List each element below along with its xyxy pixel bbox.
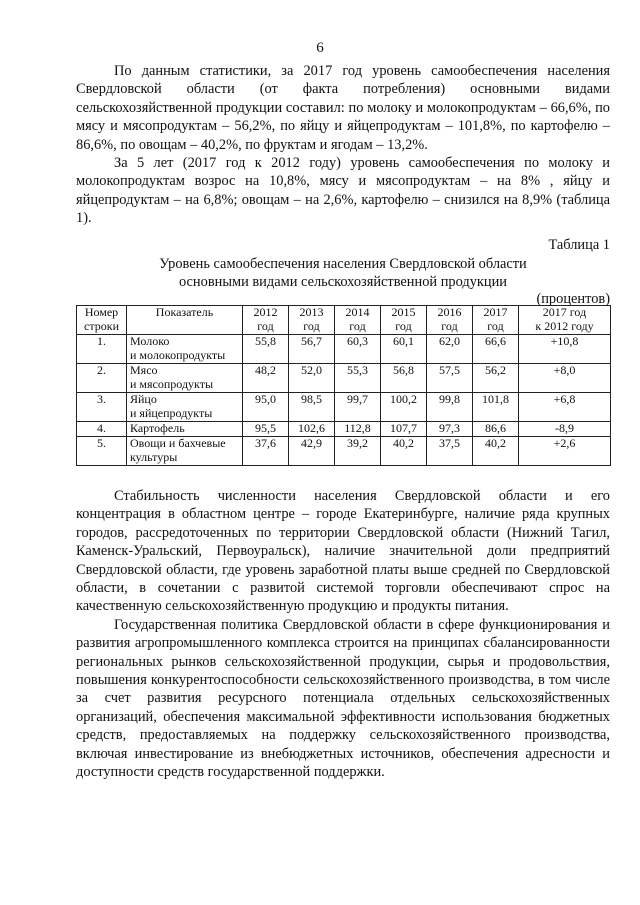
cell-2017: 86,6 bbox=[473, 422, 519, 437]
header-2012: 2012 год bbox=[243, 306, 289, 335]
cell-indicator: Молоко и молокопродукты bbox=[127, 335, 243, 364]
header-indicator: Показатель bbox=[127, 306, 243, 335]
cell-2015: 100,2 bbox=[381, 393, 427, 422]
cell-2013: 102,6 bbox=[289, 422, 335, 437]
cell-2015: 60,1 bbox=[381, 335, 427, 364]
cell-row-number: 4. bbox=[77, 422, 127, 437]
cell-2017: 56,2 bbox=[473, 364, 519, 393]
cell-change: +6,8 bbox=[519, 393, 611, 422]
page-number: 6 bbox=[316, 40, 324, 56]
header-2014: 2014 год bbox=[335, 306, 381, 335]
cell-2017: 40,2 bbox=[473, 437, 519, 466]
cell-change: +10,8 bbox=[519, 335, 611, 364]
cell-2016: 57,5 bbox=[427, 364, 473, 393]
header-row-number: Номер строки bbox=[77, 306, 127, 335]
cell-2013: 98,5 bbox=[289, 393, 335, 422]
cell-2012: 37,6 bbox=[243, 437, 289, 466]
cell-indicator: Яйцо и яйцепродукты bbox=[127, 393, 243, 422]
cell-2015: 56,8 bbox=[381, 364, 427, 393]
cell-2014: 39,2 bbox=[335, 437, 381, 466]
cell-2017: 101,8 bbox=[473, 393, 519, 422]
paragraph-state-policy: Государственная политика Свердловской области в сфере функционирования и развития агропромышленного комплекса строится на принципах сбалансированности региональных рынков сельскохозяйственной продукции, сырья и продовольствия, повышения конкурентоспособности сельскохозяйственного производства, в том числе за счет развития ресурсного потенциала отдельных сельскохозяйственных организаций, обеспечения максимальной эффективности использования бюджетных средств, предоставляемых на поддержку сельскохозяйственного производства, включая инвестирование из внебюджетных источников, обеспечения адресности и доступности средств государственной поддержки. bbox=[76, 616, 610, 781]
table-row bbox=[77, 393, 611, 422]
cell-2017: 66,6 bbox=[473, 335, 519, 364]
cell-2012: 95,0 bbox=[243, 393, 289, 422]
cell-2015: 40,2 bbox=[381, 437, 427, 466]
cell-2016: 62,0 bbox=[427, 335, 473, 364]
cell-indicator: Картофель bbox=[127, 422, 243, 437]
intro-text bbox=[76, 62, 610, 228]
cell-change: +8,0 bbox=[519, 364, 611, 393]
table-row bbox=[77, 364, 611, 393]
cell-row-number: 2. bbox=[77, 364, 127, 393]
cell-2016: 99,8 bbox=[427, 393, 473, 422]
cell-2014: 99,7 bbox=[335, 393, 381, 422]
table-row bbox=[77, 437, 611, 466]
cell-indicator: Мясо и мясопродукты bbox=[127, 364, 243, 393]
table-label: Таблица 1 bbox=[548, 237, 610, 253]
cell-change: -8,9 bbox=[519, 422, 611, 437]
header-2015: 2015 год bbox=[381, 306, 427, 335]
cell-2016: 37,5 bbox=[427, 437, 473, 466]
table-row bbox=[77, 335, 611, 364]
body-text bbox=[76, 487, 610, 782]
cell-2012: 48,2 bbox=[243, 364, 289, 393]
table-title-line-1: Уровень самообеспечения населения Свердловской области bbox=[159, 256, 527, 272]
table-unit: (процентов) bbox=[536, 291, 610, 307]
cell-2012: 55,8 bbox=[243, 335, 289, 364]
paragraph-five-year-change: За 5 лет (2017 год к 2012 году) уровень самообеспечения по молоку и молокопродуктам возрос на 10,8%, мясу и мясопродуктам – на 8% , яйцу и яйцепродуктам – на 6,8%; овощам – на 2,6%, картофелю – снизился на 8,9% (таблица 1). bbox=[76, 155, 610, 227]
cell-2013: 52,0 bbox=[289, 364, 335, 393]
header-2016: 2016 год bbox=[427, 306, 473, 335]
cell-2012: 95,5 bbox=[243, 422, 289, 437]
header-change: 2017 год к 2012 году bbox=[519, 306, 611, 335]
header-2017: 2017 год bbox=[473, 306, 519, 335]
cell-2014: 112,8 bbox=[335, 422, 381, 437]
cell-indicator: Овощи и бахчевые культуры bbox=[127, 437, 243, 466]
cell-change: +2,6 bbox=[519, 437, 611, 466]
cell-2015: 107,7 bbox=[381, 422, 427, 437]
table-header-row bbox=[77, 306, 611, 335]
paragraph-statistics: По данным статистики, за 2017 год уровень самообеспечения населения Свердловской области (от факта потребления) основными видами сельскохозяйственной продукции составил: по молоку и молокопродуктам – 66,6%, по мясу и мясопродуктам – 56,2%, по яйцу и яйцепродуктам – 101,8%, по картофелю – 86,6%, по овощам – 40,2%, по фруктам и ягодам – 13,2%. bbox=[76, 63, 610, 153]
cell-row-number: 5. bbox=[77, 437, 127, 466]
header-2013: 2013 год bbox=[289, 306, 335, 335]
cell-2013: 56,7 bbox=[289, 335, 335, 364]
cell-2016: 97,3 bbox=[427, 422, 473, 437]
cell-2014: 60,3 bbox=[335, 335, 381, 364]
self-sufficiency-table bbox=[76, 305, 611, 466]
paragraph-population-stability: Стабильность численности населения Свердловской области и его концентрация в областном центре – городе Екатеринбурге, наличие ряда крупных городов, рассредоточенных по территории Свердловской области (Нижний Тагил, Каменск-Уральский, Первоуральск), наличие значительной доли предприятий Свердловской области, где уровень заработной платы выше средней по Свердловской области, в сочетании с развитой системой торговли обеспечивают спрос на качественную сельскохозяйственную продукцию и продукты питания. bbox=[76, 488, 610, 615]
cell-2014: 55,3 bbox=[335, 364, 381, 393]
cell-row-number: 1. bbox=[77, 335, 127, 364]
table-row bbox=[77, 422, 611, 437]
cell-2013: 42,9 bbox=[289, 437, 335, 466]
table-title bbox=[76, 255, 610, 292]
cell-row-number: 3. bbox=[77, 393, 127, 422]
table-title-line-2: основными видами сельскохозяйственной продукции bbox=[178, 274, 507, 291]
